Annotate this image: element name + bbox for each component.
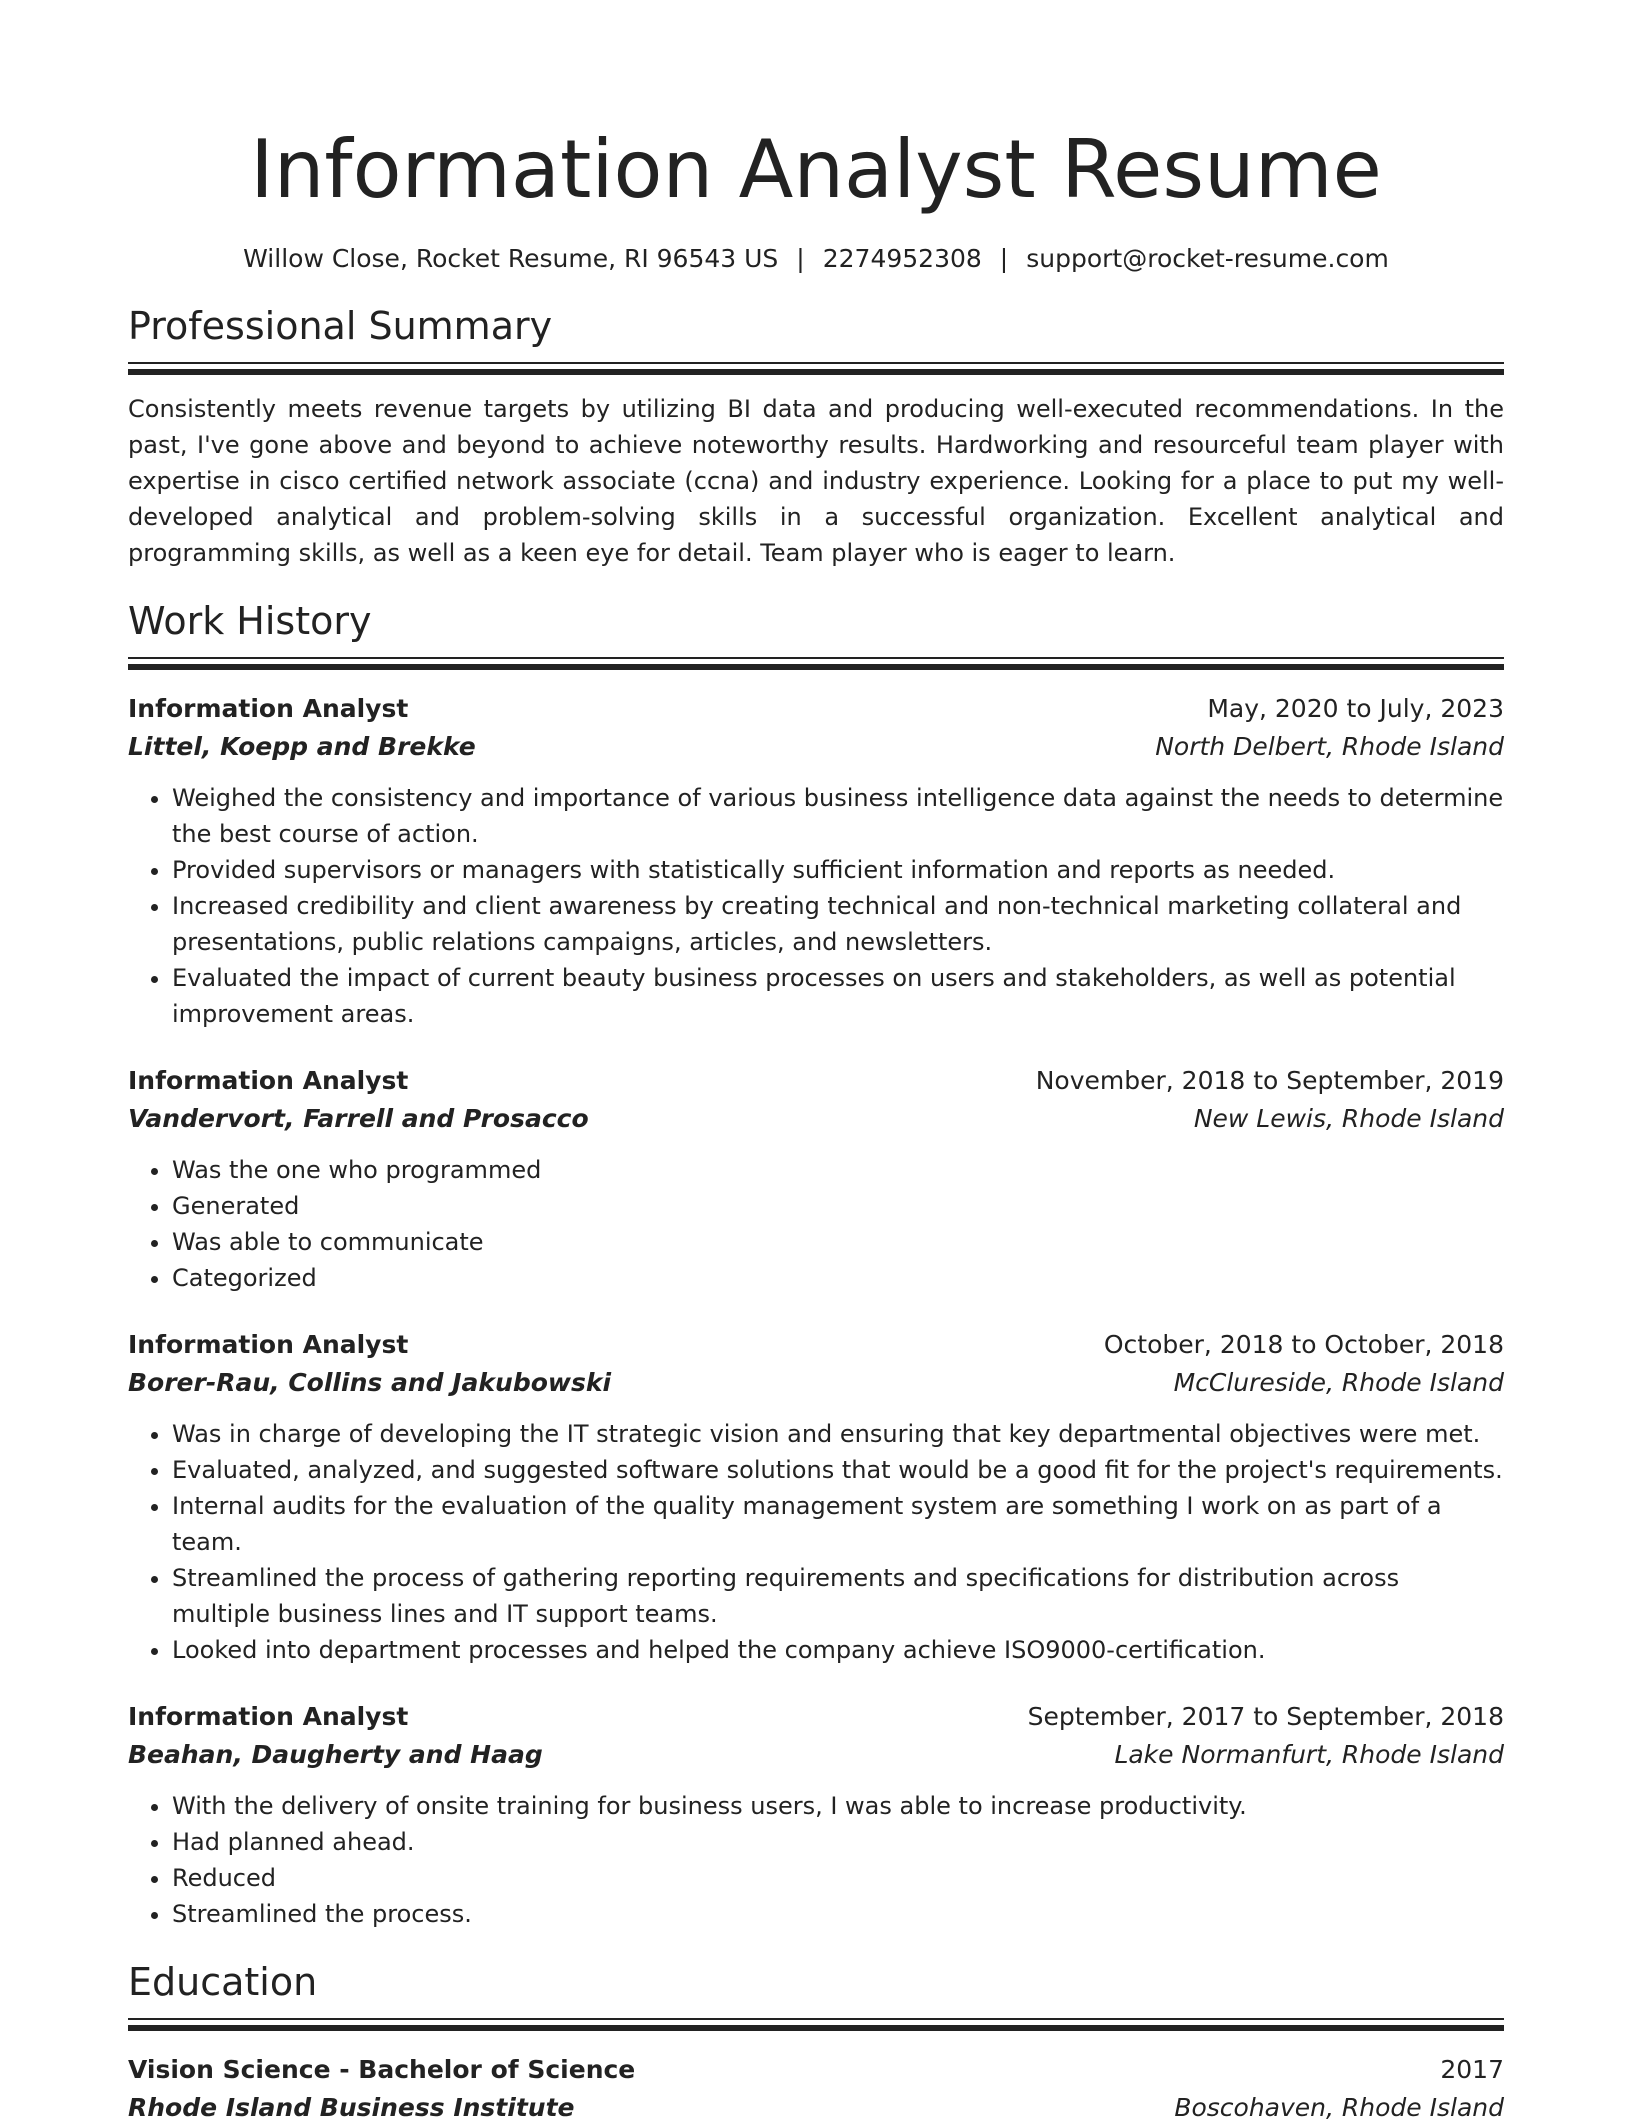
job-title: Information Analyst (128, 1066, 409, 1095)
job-bullet: • Weighed the consistency and importance of various business intelligence data against the needs to determine the best course of action. (172, 780, 1504, 852)
education-school-row (128, 2089, 1504, 2127)
job-bullet: • Categorized (172, 1260, 1504, 1296)
job-bullet: • Streamlined the process. (172, 1896, 1504, 1932)
section-divider (128, 657, 1504, 670)
education-location: Boscohaven, Rhode Island (1174, 2093, 1504, 2122)
job-bullet: • Provided supervisors or managers with statistically sufficient information and reports as needed. (172, 852, 1504, 888)
contact-line (128, 242, 1504, 276)
job-bullet: • With the delivery of onsite training for business users, I was able to increase productivity. (172, 1788, 1504, 1824)
job-bullet: • Streamlined the process of gathering reporting requirements and specifications for distribution across multiple business lines and IT support teams. (172, 1560, 1504, 1632)
job-dates: November, 2018 to September, 2019 (1035, 1066, 1504, 1095)
job-bullet-list (128, 1152, 1504, 1296)
job-dates: September, 2017 to September, 2018 (1027, 1702, 1504, 1731)
job-bullet: • Was in charge of developing the IT strategic vision and ensuring that key departmental objectives were met. (172, 1416, 1504, 1452)
job-dates: October, 2018 to October, 2018 (1103, 1330, 1504, 1359)
summary-heading: Professional Summary (128, 304, 553, 348)
job-bullet: • Was the one who programmed (172, 1152, 1504, 1188)
resume-title: Information Analyst Resume (250, 123, 1382, 216)
education-degree: Vision Science - Bachelor of Science (128, 2055, 636, 2084)
job-header-row (128, 1326, 1504, 1364)
job-bullet-list (128, 1416, 1504, 1668)
education-heading: Education (128, 1960, 318, 2004)
job-company-row (128, 1364, 1504, 1402)
job-location: McClureside, Rhode Island (1173, 1368, 1504, 1397)
job-title: Information Analyst (128, 694, 409, 723)
contact-email: support@rocket-resume.com (1026, 244, 1389, 273)
contact-address: Willow Close, Rocket Resume, RI 96543 US (243, 244, 779, 273)
section-divider (128, 362, 1504, 375)
job-bullet: • Reduced (172, 1860, 1504, 1896)
contact-phone: 2274952308 (822, 244, 982, 273)
job-entry (128, 690, 1504, 1032)
job-bullet: • Looked into department processes and helped the company achieve ISO9000-certification. (172, 1632, 1504, 1668)
work-history-heading: Work History (128, 599, 372, 643)
contact-separator: | (796, 244, 805, 273)
job-entry (128, 1698, 1504, 1932)
education-section (128, 1958, 1504, 2127)
job-location: North Delbert, Rhode Island (1155, 732, 1504, 761)
job-company: Littel, Koepp and Brekke (128, 732, 476, 761)
job-title: Information Analyst (128, 1702, 409, 1731)
job-bullet: • Evaluated the impact of current beauty business processes on users and stakeholders, as well as potential improvement areas. (172, 960, 1504, 1032)
job-bullet: • Had planned ahead. (172, 1824, 1504, 1860)
job-company-row (128, 1100, 1504, 1138)
job-location: New Lewis, Rhode Island (1193, 1104, 1504, 1133)
job-bullet-list (128, 1788, 1504, 1932)
work-history-section (128, 597, 1504, 1932)
section-divider (128, 2018, 1504, 2031)
job-entry (128, 1326, 1504, 1668)
job-company-row (128, 728, 1504, 766)
job-bullet-list (128, 780, 1504, 1032)
job-bullet: • Increased credibility and client awareness by creating technical and non-technical marketing collateral and presentations, public relations campaigns, articles, and newsletters. (172, 888, 1504, 960)
job-title: Information Analyst (128, 1330, 409, 1359)
job-company-row (128, 1736, 1504, 1774)
job-company: Vandervort, Farrell and Prosacco (128, 1104, 589, 1133)
education-header-row (128, 2051, 1504, 2089)
job-location: Lake Normanfurt, Rhode Island (1114, 1740, 1504, 1769)
education-school: Rhode Island Business Institute (128, 2093, 575, 2122)
contact-separator: | (999, 244, 1009, 273)
job-company: Beahan, Daugherty and Haag (128, 1740, 543, 1769)
job-bullet: • Generated (172, 1188, 1504, 1224)
job-bullet: • Internal audits for the evaluation of the quality management system are something I work on as part of a team. (172, 1488, 1504, 1560)
job-bullet: • Was able to communicate (172, 1224, 1504, 1260)
education-year: 2017 (1440, 2055, 1504, 2084)
job-header-row (128, 1698, 1504, 1736)
job-header-row (128, 1062, 1504, 1100)
job-company: Borer-Rau, Collins and Jakubowski (128, 1368, 612, 1397)
summary-text: Consistently meets revenue targets by utilizing BI data and producing well-executed recommendations. In the past, I've gone above and beyond to achieve noteworthy results. Hardworking and resourceful team player with expertise in cisco certified network associate (ccna) and industry experience. Looking for a place to put my well-developed analytical and problem-solving skills in a successful organization. Excellent analytical and programming skills, as well as a keen eye for detail. Team player who is eager to learn. (128, 395, 1504, 567)
job-entry (128, 1062, 1504, 1296)
job-header-row (128, 690, 1504, 728)
job-dates: May, 2020 to July, 2023 (1207, 694, 1504, 723)
job-bullet: • Evaluated, analyzed, and suggested software solutions that would be a good fit for the project's requirements. (172, 1452, 1504, 1488)
summary-section (128, 302, 1504, 571)
education-entry (128, 2051, 1504, 2127)
